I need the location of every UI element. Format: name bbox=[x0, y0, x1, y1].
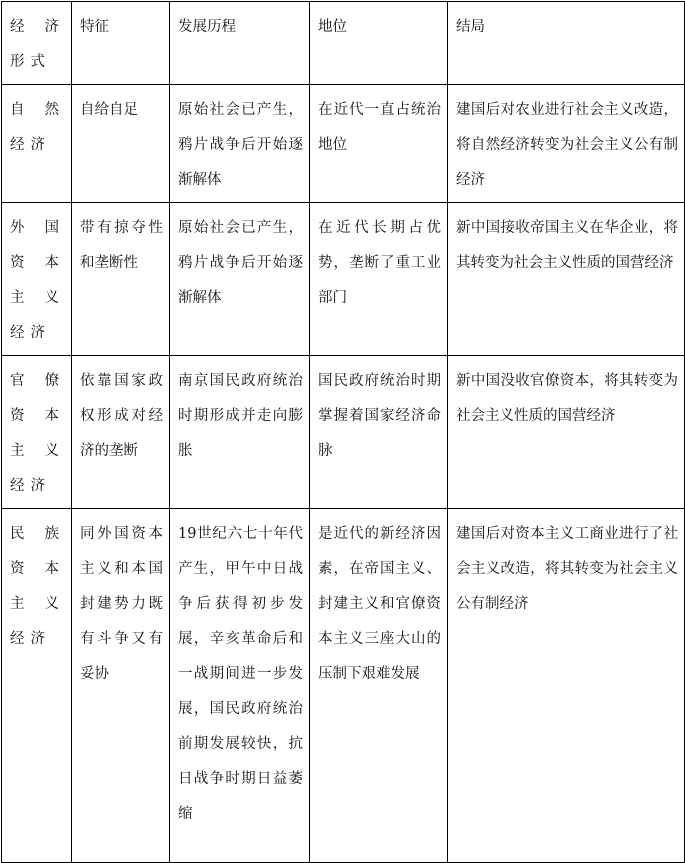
cell-status: 国民政府统治时期掌握着国家经济命脉 bbox=[310, 356, 448, 509]
cell-status: 在近代一直占统治地位 bbox=[310, 85, 448, 203]
header-row bbox=[2, 2, 685, 85]
cell-status: 是近代的新经济因素，在帝国主义、封建主义和官僚资本主义三座大山的压制下艰难发展 bbox=[310, 509, 448, 863]
cell-feature: 同外国资本主义和本国封建势力既有斗争又有妥协 bbox=[72, 509, 170, 863]
cell-form: 自然经济 bbox=[2, 85, 72, 203]
cell-outcome: 新中国没收官僚资本，将其转变为社会主义性质的国营经济 bbox=[448, 356, 685, 509]
cell-history: 19世纪六七十年代产生，甲午中日战争后获得初步发展，辛亥革命后和一战期间进一步发展，国民政府统治前期发展较快，抗日战争时期日益萎缩 bbox=[170, 509, 310, 863]
cell-feature: 带有掠夺性和垄断性 bbox=[72, 203, 170, 356]
cell-history: 南京国民政府统治时期形成并走向膨胀 bbox=[170, 356, 310, 509]
table-row bbox=[2, 509, 685, 863]
cell-feature: 依靠国家政权形成对经济的垄断 bbox=[72, 356, 170, 509]
table-row bbox=[2, 356, 685, 509]
table-row bbox=[2, 85, 685, 203]
cell-history: 原始社会已产生，鸦片战争后开始逐渐解体 bbox=[170, 85, 310, 203]
cell-form: 民族资本主义经济 bbox=[2, 509, 72, 863]
table-row bbox=[2, 203, 685, 356]
header-feature: 特征 bbox=[72, 2, 170, 85]
cell-outcome: 建国后对农业进行社会主义改造，将自然经济转变为社会主义公有制经济 bbox=[448, 85, 685, 203]
header-history: 发展历程 bbox=[170, 2, 310, 85]
economy-forms-table bbox=[1, 1, 685, 863]
cell-form: 官僚资本主义经济 bbox=[2, 356, 72, 509]
cell-status: 在近代长期占优势，垄断了重工业部门 bbox=[310, 203, 448, 356]
header-outcome: 结局 bbox=[448, 2, 685, 85]
cell-outcome: 建国后对资本主义工商业进行了社会主义改造，将其转变为社会主义公有制经济 bbox=[448, 509, 685, 863]
cell-history: 原始社会已产生，鸦片战争后开始逐渐解体 bbox=[170, 203, 310, 356]
cell-outcome: 新中国接收帝国主义在华企业，将其转变为社会主义性质的国营经济 bbox=[448, 203, 685, 356]
cell-form: 外国资本主义经济 bbox=[2, 203, 72, 356]
header-status: 地位 bbox=[310, 2, 448, 85]
header-form: 经济形式 bbox=[2, 2, 72, 85]
cell-feature: 自给自足 bbox=[72, 85, 170, 203]
